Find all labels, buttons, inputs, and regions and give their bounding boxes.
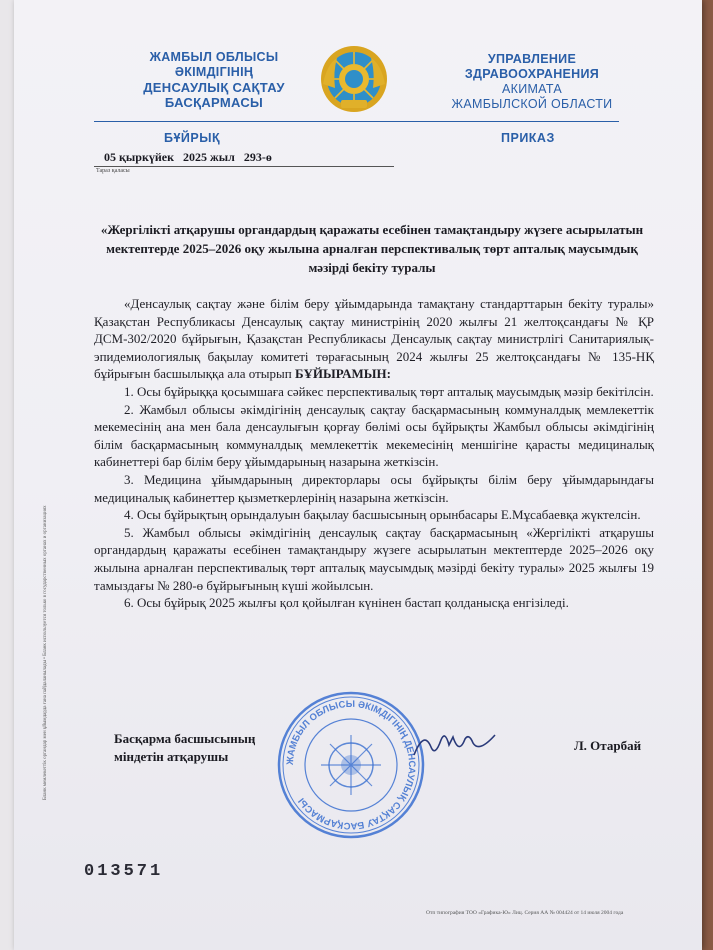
header-left-line-4: БАСҚАРМАСЫ: [164, 95, 264, 110]
body-item-4: 4. Осы бұйрықтың орындалуын бақылау басшысының орынбасары Е.Мұсабаевқа жүктелсін.: [124, 507, 641, 523]
header-right-line-4: ЖАМБЫЛСКОЙ ОБЛАСТИ: [451, 97, 613, 111]
signatory-name: Л. Отарбай: [574, 738, 642, 753]
order-day: 05 қыркүйек: [104, 150, 175, 164]
side-vertical-note: Бланк мемлекеттік органдар мен ұйымдарда ғана пайдаланылады • Бланк используется только в государственных органах и организациях: [43, 505, 48, 800]
header-right-line-3: АКИМАТА: [501, 82, 563, 96]
round-official-stamp-icon: [276, 690, 426, 840]
doc-type-kazakh: БҰЙРЫҚ: [164, 131, 221, 145]
stamp-ring-text: ЖАМБЫЛ ОБЛЫСЫ ӘКІМДІГІНІҢ ДЕНСАУЛЫҚ САҚТАУ БАСҚАРМАСЫ: [284, 698, 418, 832]
order-number: 293-ө: [243, 150, 272, 164]
document-page: [14, 0, 702, 950]
body-item-1: 1. Осы бұйрыққа қосымшаға сәйкес перспективалық төрт апталық маусымдық мәзір бекітілсін.: [124, 383, 654, 399]
order-word: БҰЙЫРАМЫН:: [294, 366, 391, 382]
header-right-line-1: УПРАВЛЕНИЕ: [487, 52, 577, 66]
header-divider: [94, 121, 619, 122]
order-date-line: [104, 150, 278, 165]
signatory-position-line-1: Басқарма басшысының: [114, 731, 256, 746]
body-item-2: 2. Жамбыл облысы әкімдігінің денсаулық сақтау басқармасының коммуналдық мемлекеттік мекемесінің ана мен бала денсаулығын қорғау бөлімі осы бұйрықты Жамбыл облысы әкімдігінің білім басқармасының коммуналдық мемлекеттік мекемесінің меншігіне қарасты медициналық кабинеттері бар білім беру ұйымдарының назарына жеткізсін.: [94, 401, 654, 470]
header-left-line-3: ДЕНСАУЛЫҚ САҚТАУ: [143, 80, 285, 95]
body-item-6: 6. Осы бұйрық 2025 жылғы қол қойылған күнінен бастап қолданысқа енгізіледі.: [124, 595, 569, 611]
place-label: Тараз қаласы: [96, 168, 130, 174]
header-right-russian: [442, 52, 622, 112]
signatory-position: [114, 730, 255, 766]
date-underline: [94, 166, 394, 167]
document-body: [94, 295, 654, 612]
kazakhstan-state-emblem-icon: [319, 44, 389, 114]
doc-type-russian: ПРИКАЗ: [501, 131, 555, 145]
blank-serial-number: 013571: [84, 862, 164, 881]
header-left-line-2: ӘКІМДІГІНІҢ: [174, 65, 254, 79]
body-intro: [94, 295, 654, 383]
signatory-position-line-2: міндетін атқарушы: [114, 749, 229, 764]
order-year: 2025 жыл: [183, 150, 235, 164]
header-right-line-2: ЗДРАВООХРАНЕНИЯ: [464, 67, 600, 81]
header-left-line-1: ЖАМБЫЛ ОБЛЫСЫ: [149, 50, 279, 64]
body-item-3: 3. Медицина ұйымдарының директорлары осы бұйрықты білім беру ұйымдарындағы медициналық кабинеттер қызметкерлерінің назарына жеткізсін.: [94, 471, 654, 505]
header-left-kazakh: [119, 50, 309, 110]
intro-text: «Денсаулық сақтау және білім беру ұйымдарында тамақтану стандарттарын бекіту туралы» Қазақстан Республикасы Денсаулық сақтау министрінің 2020 жылғы 21 желтоқсандағы № ҚР ДСМ-302/2020 бұйрығын, Қазақстан Республикасы Денсаулық сақтау министрлігі Санитариялық-эпидемиологиялық бақылау комитеті төрағасының 2024 жылғы 25 желтоқсандағы № 135-НҚ бұйрығын басшылыққа ала отырып: [94, 296, 654, 382]
document-title: «Жергілікті атқарушы органдардың қаражаты есебінен тамақтандыру жүзеге асырылатын мектептерде 2025–2026 оқу жылына арналған перспективалық төрт апталық маусымдық мәзірді бекіту туралы: [100, 222, 644, 275]
body-item-5: 5. Жамбыл облысы әкімдігінің денсаулық сақтау басқармасының «Жергілікті атқарушы органдардың қаражаты есебінен тамақтандыру жүзеге асырылатын мектептерде 2025–2026 оқу жылына арналған перспективалық төрт апталық маусымдық мәзірді бекіту туралы» 2025 жылғы 19 тамыздағы № 280-ө бұйрығының күші жойылсын.: [94, 524, 654, 593]
handwritten-signature: [409, 725, 499, 765]
printing-house-note: Отп типография ТОО «Графика-Ю» Лиц. Серия АА № 004424 от 14 июля 2004 года: [426, 910, 624, 916]
